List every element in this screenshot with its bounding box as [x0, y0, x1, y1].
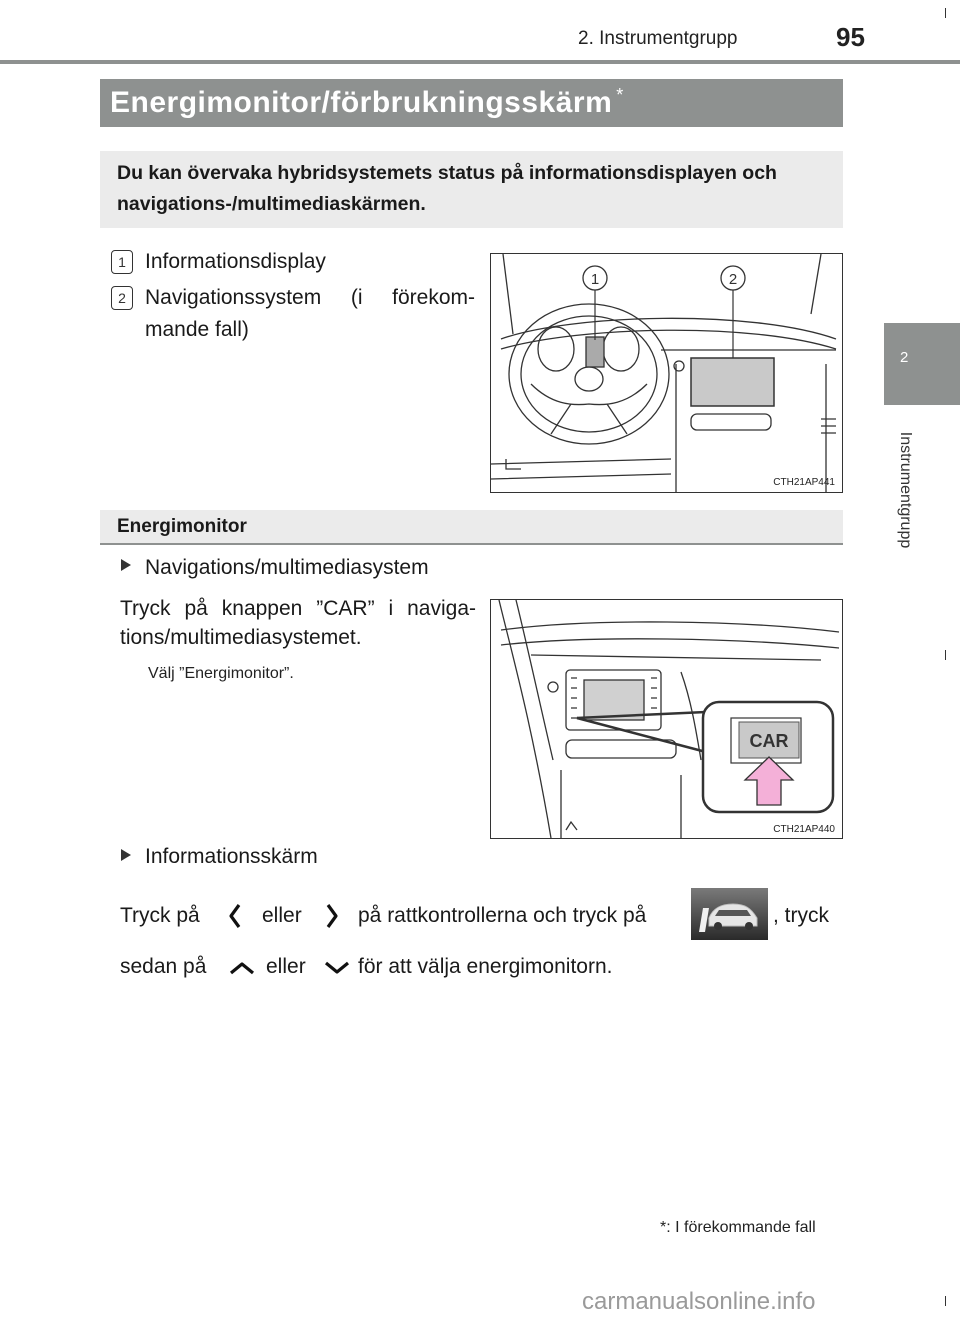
dashboard-drawing	[491, 254, 842, 492]
info-line2-part3: för att välja energimonitorn.	[358, 955, 613, 978]
legend-label-2-cont: mande fall)	[145, 318, 249, 341]
info-line1-part1: Tryck på	[120, 904, 200, 927]
title-footnote-marker: *	[616, 85, 624, 105]
watermark: carmanualsonline.info	[582, 1288, 816, 1315]
info-line1-part2: eller	[262, 904, 302, 927]
legend-label-1: Informationsdisplay	[145, 250, 326, 273]
page-title-text: Energimonitor/förbrukningsskärm	[110, 86, 613, 119]
chevron-left-icon	[228, 903, 242, 934]
legend-label-2: Navigationssystem (i förekom-	[145, 286, 475, 309]
nav-instruction-line1: Tryck på knappen ”CAR” i naviga-	[120, 597, 476, 620]
dashboard-illustration	[490, 253, 843, 493]
legend-badge-1: 1	[111, 250, 133, 274]
crop-mark	[945, 8, 946, 18]
car-button-label: CAR	[749, 731, 789, 751]
info-line2-part1: sedan på	[120, 955, 207, 978]
info-item-label: Informationsskärm	[145, 845, 318, 868]
nav-instruction-line2: tions/multimediasystemet.	[120, 626, 362, 649]
page-number: 95	[836, 22, 865, 52]
chapter-tab	[884, 323, 960, 405]
intro-text: Du kan övervaka hybridsystemets status på informationsdisplayen och navigations-/multimediaskärmen.	[117, 162, 777, 215]
chapter-label: Instrumentgrupp	[897, 431, 914, 549]
legend-badge-2: 2	[111, 286, 133, 310]
callout-2: 2	[728, 271, 738, 288]
info-line2-part2: eller	[266, 955, 306, 978]
footnote-marker: *	[660, 1219, 667, 1236]
header-rule	[0, 60, 960, 64]
triangle-bullet-icon	[120, 558, 132, 577]
chevron-right-icon	[325, 903, 339, 934]
console-drawing	[491, 600, 842, 838]
nav-sub-instruction: Välj ”Energimonitor”.	[148, 665, 294, 682]
info-line1-part4: , tryck	[773, 904, 829, 927]
chapter-number: 2	[900, 349, 909, 366]
car-button-illustration	[490, 599, 843, 839]
triangle-bullet-icon	[120, 848, 132, 867]
section-heading: Energimonitor	[117, 516, 247, 537]
chevron-down-icon	[323, 960, 351, 981]
page-title	[110, 85, 624, 120]
footnote	[660, 1219, 816, 1237]
crop-mark	[945, 650, 946, 660]
vehicle-info-icon	[691, 888, 768, 940]
chevron-up-icon	[228, 960, 256, 981]
callout-1: 1	[590, 271, 600, 288]
info-line1-part3: på rattkontrollerna och tryck på	[358, 904, 647, 927]
footnote-text: : I förekommande fall	[666, 1219, 816, 1236]
section-heading-rule	[100, 543, 843, 545]
nav-item-label: Navigations/multimediasystem	[145, 556, 429, 579]
figure-code: CTH21AP441	[773, 477, 835, 488]
crop-mark	[945, 1296, 946, 1306]
header-section-title: 2. Instrumentgrupp	[578, 28, 738, 49]
figure2-code: CTH21AP440	[773, 824, 835, 835]
